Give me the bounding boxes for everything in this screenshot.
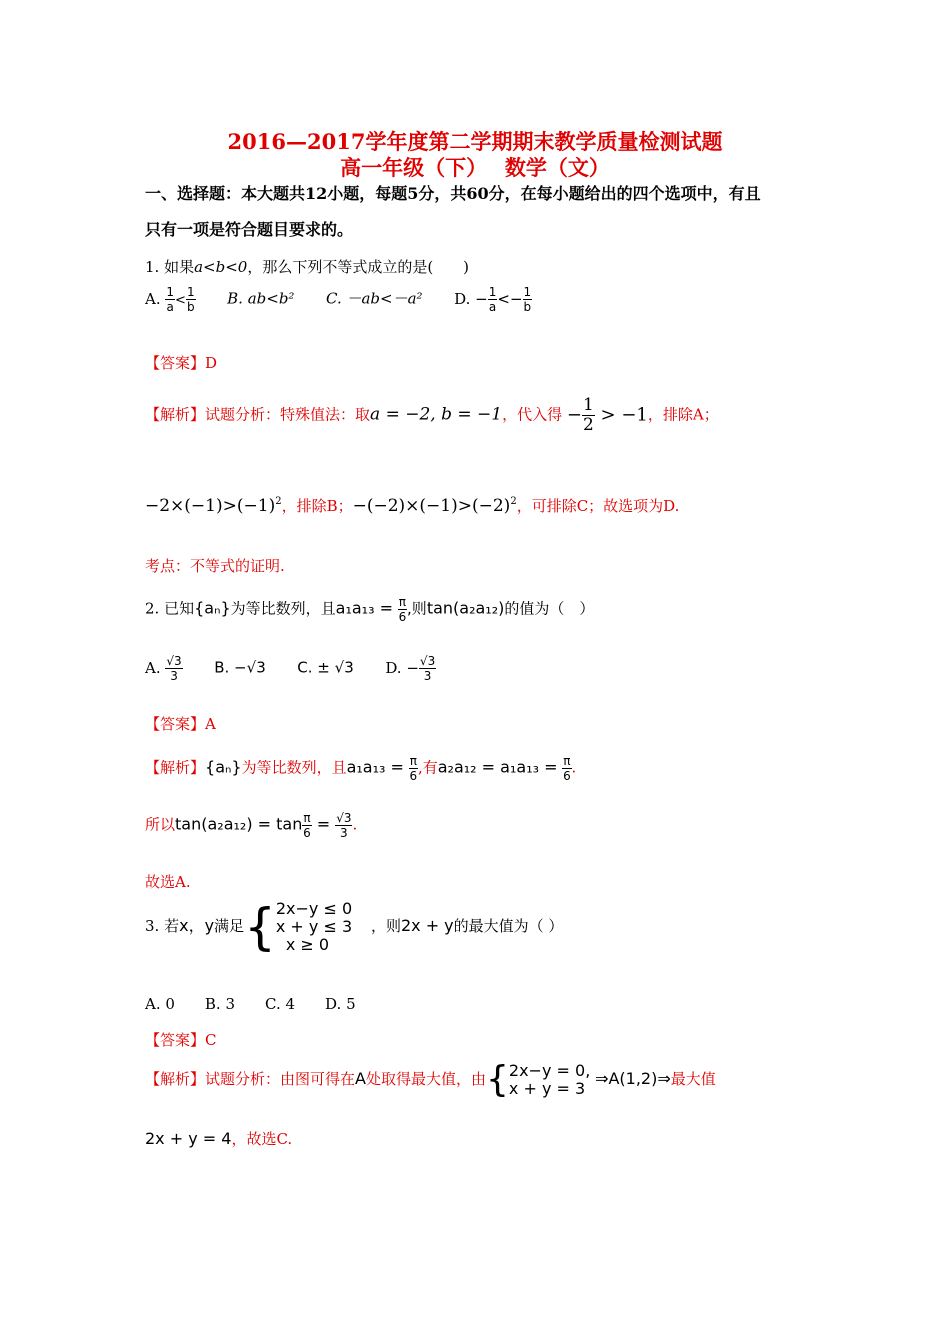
q1-expr-c: $-(-2)\times(-1)>(-2)^2$ bbox=[352, 496, 517, 516]
q3-final: 2x + y = 4，故选C. bbox=[145, 1129, 293, 1148]
q3-system: 2x−y = 0, x + y = 3 bbox=[508, 1061, 591, 1098]
q1-kaodian: 考点：不等式的证明. bbox=[145, 557, 285, 575]
q1-answer: 【答案】D bbox=[145, 354, 218, 372]
q3-analysis: 【解析】试题分析：由图可得在A处取得最大值，由{ 2x−y = 0, x + y = 3 ⇒A(1,2)⇒最大值 bbox=[145, 1059, 716, 1100]
q1-analysis: 【解析】试题分析：特殊值法：取a = −2, b = −1，代入得 − $\frac{1}{2}$ > −1，排除A； bbox=[145, 395, 719, 435]
q1-option-c[interactable]: C. －ab<－a² bbox=[326, 289, 423, 308]
q2-option-a[interactable]: A. $\frac{√3}{3}$ bbox=[145, 654, 182, 683]
q2-option-c[interactable]: C. ± √3 bbox=[297, 658, 354, 677]
q1-analysis-line2: $-2\times(-1)>(-1)^2$，排除B；$-(-2)\times(-1)>(-2)^2$，可排除C；故选项为D. bbox=[145, 496, 680, 516]
q3-point-a: A bbox=[355, 1069, 366, 1088]
q3-answer-value: C bbox=[205, 1031, 217, 1049]
q2-suoyi: 所以tan(a₂a₁₂) = tan $\frac{\pi}{6}$ = $\frac{√3}{3}$ . bbox=[145, 811, 358, 840]
q1-stem-pre: 1. 如果 bbox=[145, 258, 195, 276]
q3-vars: x，y bbox=[179, 916, 215, 935]
q2-option-b[interactable]: B. −√3 bbox=[214, 658, 266, 677]
exam-subtitle: 高一年级（下） 数学（文） bbox=[340, 155, 610, 180]
section-header-line2: 只有一项是符合题目要求的。 bbox=[145, 220, 354, 239]
q3-constraints: 2x−y ≤ 0 x + y ≤ 3 x ≥ 0 bbox=[275, 899, 353, 954]
section-header-line1: 一、选择题：本大题共12小题，每题5分，共60分，在每小题给出的四个选项中，有且 bbox=[145, 184, 761, 203]
q2-guxuan: 故选A. bbox=[145, 873, 191, 891]
q3-target: 2x + y bbox=[400, 916, 454, 935]
exam-title: 2016—2017学年度第二学期期末教学质量检测试题 bbox=[227, 129, 723, 154]
q1-stem-post: ，那么下列不等式成立的是( ) bbox=[247, 258, 470, 276]
q2-answer-value: A bbox=[205, 715, 216, 733]
q2-answer: 【答案】A bbox=[145, 715, 216, 733]
q2-stem: 2. 已知{aₙ}为等比数列，且a₁a₁₃ = $\frac{\pi}{6}$ ,则tan(a₂a₁₂)的值为（ ） bbox=[145, 595, 595, 624]
q2-product: a₁a₁₃ = bbox=[335, 598, 393, 618]
q1-answer-value: D bbox=[205, 354, 218, 372]
q2-sequence: {aₙ} bbox=[194, 598, 231, 618]
q2-tan-expr: tan(a₂a₁₂) bbox=[426, 598, 505, 618]
q3-options[interactable]: A. 0 B. 3 C. 4 D. 5 bbox=[145, 995, 356, 1013]
q1-options bbox=[145, 286, 532, 313]
q1-stem bbox=[145, 256, 469, 277]
q1-condition: a<b<0 bbox=[194, 258, 248, 276]
q1-substituted-ineq: − $\frac{1}{2}$ > −1 bbox=[566, 395, 648, 435]
q1-special-values: a = −2, b = −1 bbox=[370, 404, 503, 425]
q1-option-d[interactable]: D. − $\frac{1}{a}$ <− $\frac{1}{b}$ bbox=[454, 285, 532, 314]
q2-option-d[interactable]: D. − $\frac{√3}{3}$ bbox=[385, 654, 436, 683]
q3-stem: 3. 若x，y满足{ 2x−y ≤ 0 x + y ≤ 3 x ≥ 0 ，则2x + y的最大值为（ ） bbox=[145, 898, 564, 956]
q2-analysis: 【解析】{aₙ}为等比数列，且a₁a₁₃ = $\frac{\pi}{6}$ ,有a₂a₁₂ = a₁a₁₃ = $\frac{\pi}{6}$ . bbox=[145, 754, 577, 783]
q2-options bbox=[145, 655, 436, 682]
q1-option-a[interactable]: A. $\frac{1}{a}$ < $\frac{1}{b}$ bbox=[145, 285, 195, 314]
q1-option-b[interactable]: B. ab<b² bbox=[227, 289, 295, 308]
q1-expr-b: $-2\times(-1)>(-1)^2$ bbox=[145, 496, 282, 516]
q3-answer: 【答案】C bbox=[145, 1031, 217, 1049]
